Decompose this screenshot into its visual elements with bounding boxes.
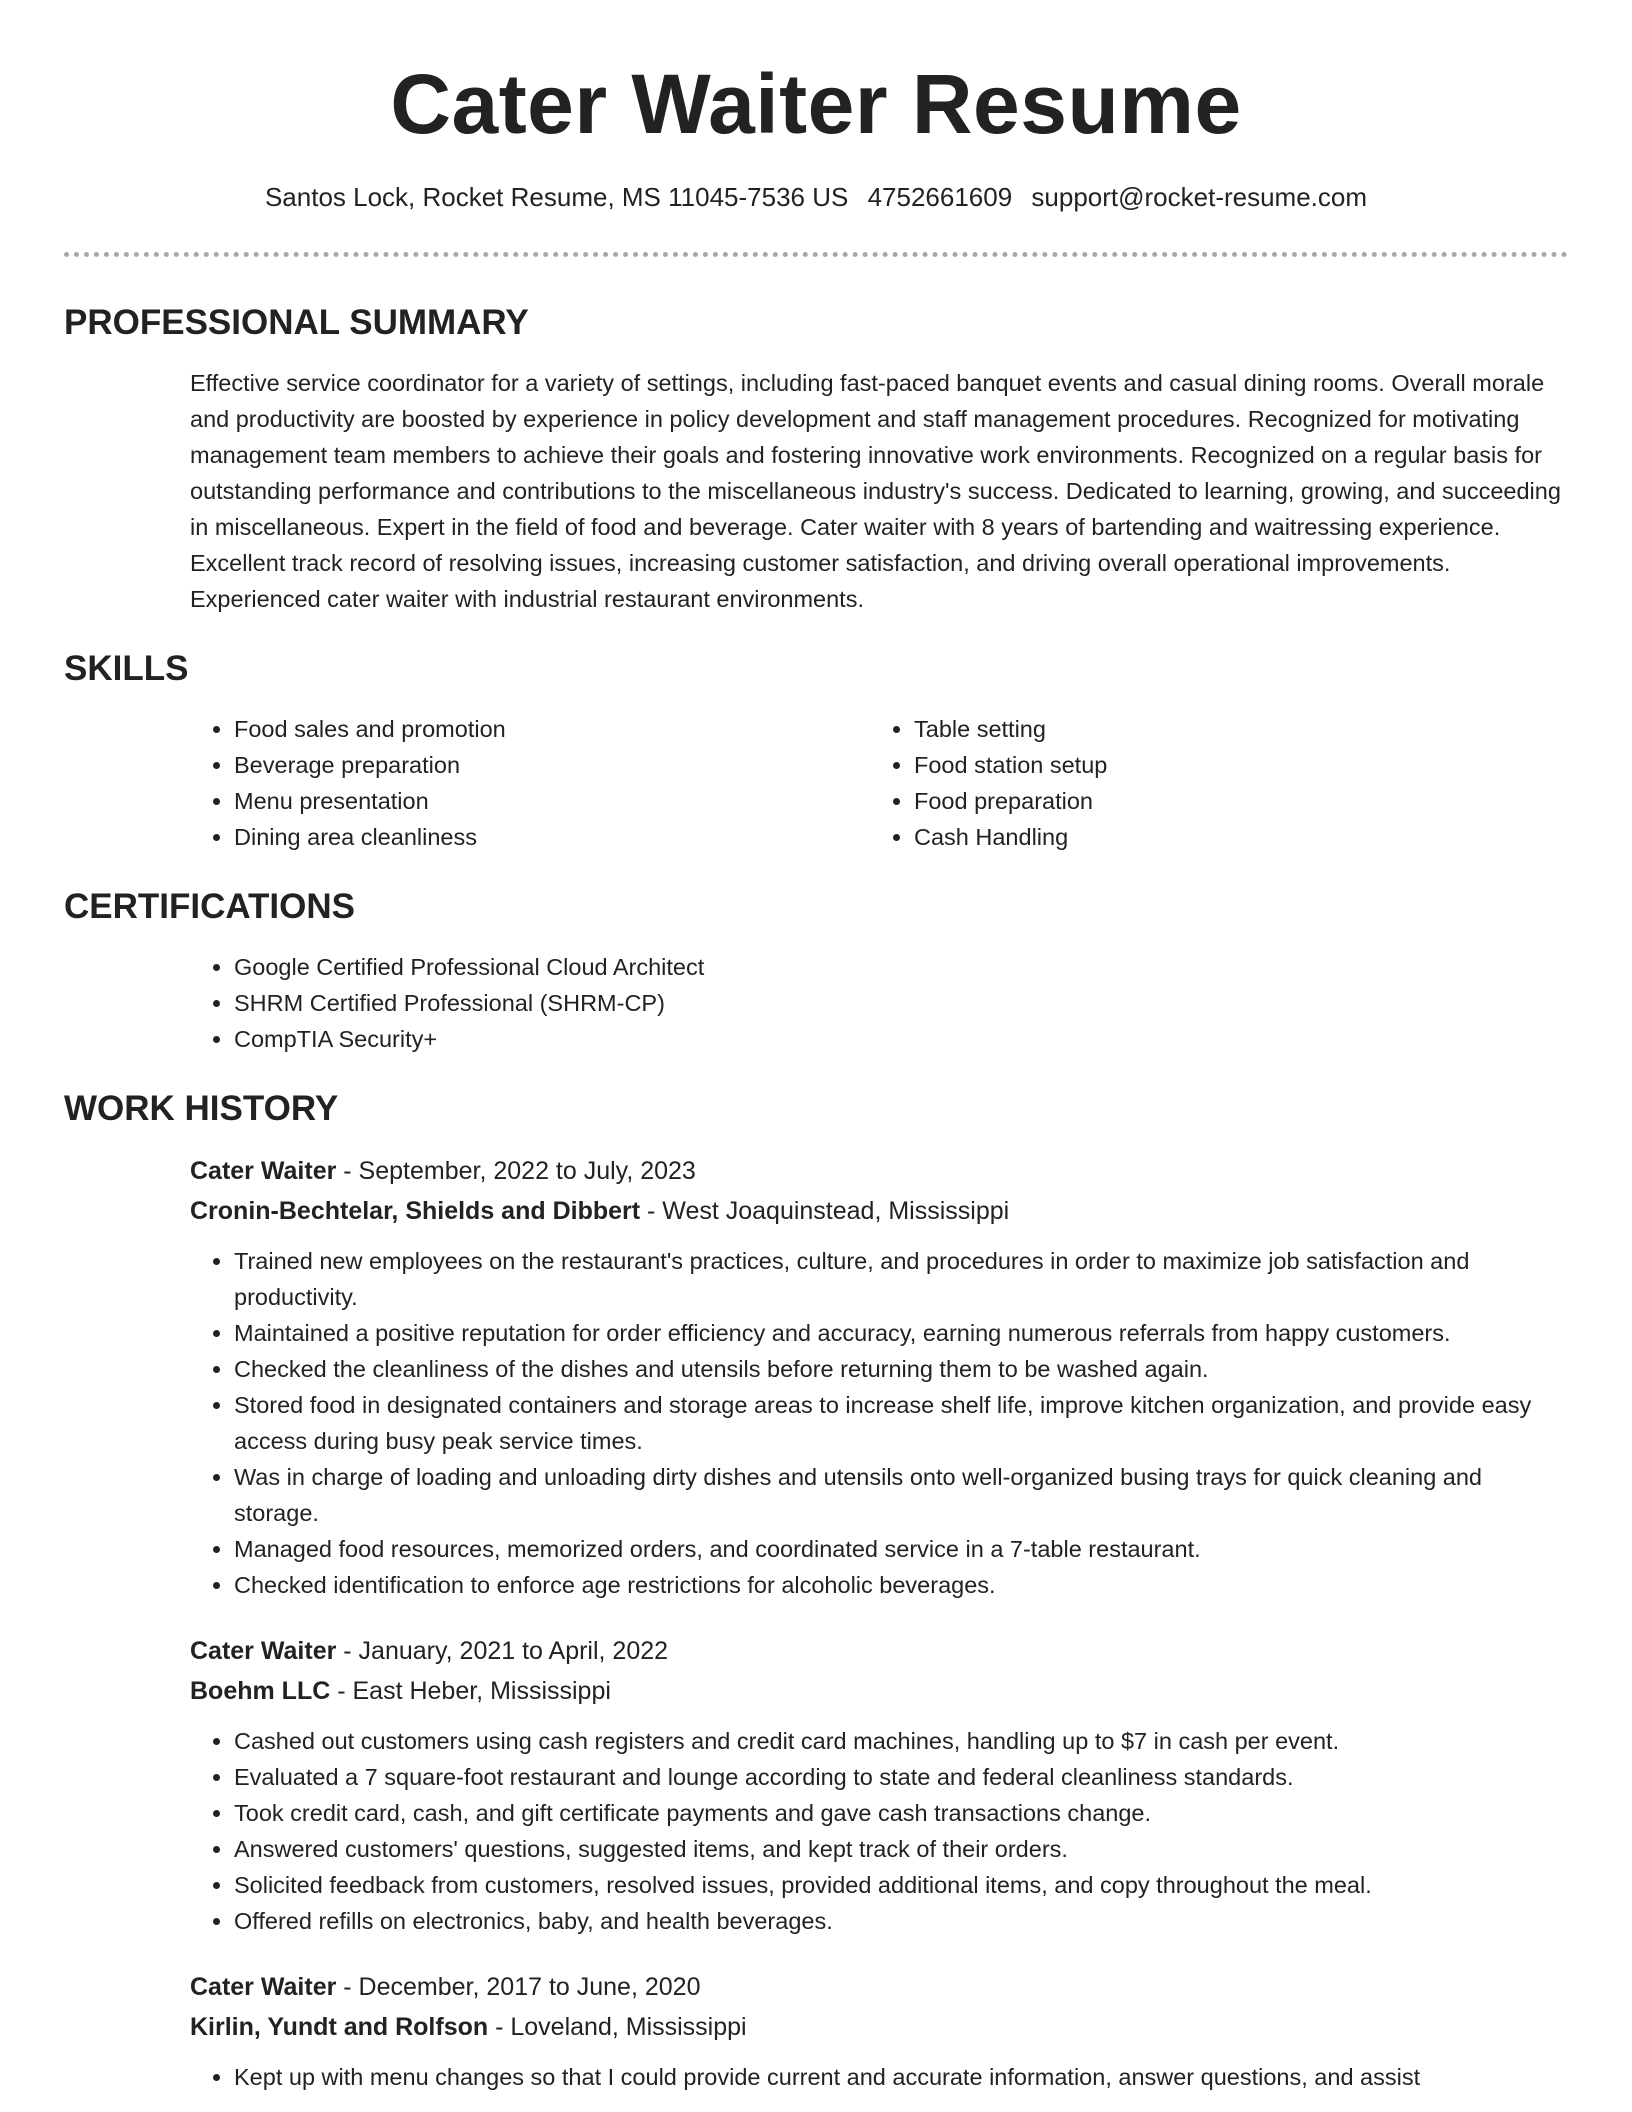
job-title: Cater Waiter <box>190 1637 337 1665</box>
list-item: • Food preparation <box>914 783 1550 819</box>
contact-email: support@rocket-resume.com <box>1031 182 1368 212</box>
list-item: • Food station setup <box>914 747 1550 783</box>
list-item: • Solicited feedback from customers, resolved issues, provided additional items, and copy throughout the meal. <box>234 1867 1568 1903</box>
skills-list-left <box>190 711 870 855</box>
job-location: - Loveland, Mississippi <box>488 2013 747 2041</box>
summary-section <box>64 301 1568 617</box>
job-dates: - January, 2021 to April, 2022 <box>336 1637 669 1665</box>
list-item: • Dining area cleanliness <box>234 819 870 855</box>
header-divider <box>64 252 1568 257</box>
skills-column-right <box>870 711 1550 855</box>
list-item: • Was in charge of loading and unloading dirty dishes and utensils onto well-organized busing trays for quick cleaning and storage. <box>234 1459 1568 1531</box>
job-entry <box>190 1631 1568 1939</box>
job-company-line <box>190 1191 1568 1231</box>
certifications-list <box>190 949 1568 1057</box>
job-company-line <box>190 2007 1568 2047</box>
job-bullets <box>190 2059 1568 2095</box>
job-title-line <box>190 1967 1568 2007</box>
list-item: • SHRM Certified Professional (SHRM-CP) <box>234 985 1568 1021</box>
contact-line <box>64 180 1568 214</box>
resume-title: Cater Waiter Resume <box>390 57 1242 151</box>
list-item: • Took credit card, cash, and gift certificate payments and gave cash transactions change. <box>234 1795 1568 1831</box>
contact-phone: 4752661609 <box>867 182 1013 212</box>
list-item: • Kept up with menu changes so that I could provide current and accurate information, answer questions, and assist <box>234 2059 1568 2095</box>
list-item: • Offered refills on electronics, baby, and health beverages. <box>234 1903 1568 1939</box>
job-title: Cater Waiter <box>190 1157 337 1185</box>
list-item: • Table setting <box>914 711 1550 747</box>
job-entry <box>190 1967 1568 2095</box>
job-location: - West Joaquinstead, Mississippi <box>640 1197 1010 1225</box>
job-title-line <box>190 1151 1568 1191</box>
job-title-line <box>190 1631 1568 1671</box>
list-item: • Trained new employees on the restaurant's practices, culture, and procedures in order to maximize job satisfaction and productivity. <box>234 1243 1568 1315</box>
list-item: • Cashed out customers using cash registers and credit card machines, handling up to $7 in cash per event. <box>234 1723 1568 1759</box>
list-item: • Beverage preparation <box>234 747 870 783</box>
job-company: Boehm LLC <box>190 1677 331 1705</box>
skills-section <box>64 647 1568 855</box>
list-item: • Google Certified Professional Cloud Architect <box>234 949 1568 985</box>
list-item: • Checked the cleanliness of the dishes and utensils before returning them to be washed again. <box>234 1351 1568 1387</box>
skills-list-right <box>870 711 1550 855</box>
summary-text: Effective service coordinator for a variety of settings, including fast-paced banquet events and casual dining rooms. Overall morale and productivity are boosted by experience in policy development and staff management procedures. Recognized for motivating management team members to achieve their goals and fostering innovative work environments. Recognized on a regular basis for outstanding performance and contributions to the miscellaneous industry's success. Dedicated to learning, growing, and succeeding in miscellaneous. Expert in the field of food and beverage. Cater waiter with 8 years of bartending and waitressing experience. Excellent track record of resolving issues, increasing customer satisfaction, and driving overall operational improvements. Experienced cater waiter with industrial restaurant environments. <box>190 370 1561 612</box>
skills-column-left <box>190 711 870 855</box>
work-history-section <box>64 1087 1568 2095</box>
list-item: • Stored food in designated containers and storage areas to increase shelf life, improve kitchen organization, and provide easy access during busy peak service times. <box>234 1387 1568 1459</box>
job-dates: - September, 2022 to July, 2023 <box>336 1157 696 1185</box>
job-location: - East Heber, Mississippi <box>330 1677 611 1705</box>
list-item: • Cash Handling <box>914 819 1550 855</box>
job-bullets <box>190 1723 1568 1939</box>
summary-heading: PROFESSIONAL SUMMARY <box>64 303 529 342</box>
jobs-container <box>190 1151 1568 2095</box>
list-item: • CompTIA Security+ <box>234 1021 1568 1057</box>
skills-columns <box>190 711 1568 855</box>
list-item: • Maintained a positive reputation for order efficiency and accuracy, earning numerous referrals from happy customers. <box>234 1315 1568 1351</box>
list-item: • Menu presentation <box>234 783 870 819</box>
list-item: • Evaluated a 7 square-foot restaurant and lounge according to state and federal cleanliness standards. <box>234 1759 1568 1795</box>
job-company: Kirlin, Yundt and Rolfson <box>190 2013 489 2041</box>
list-item: • Food sales and promotion <box>234 711 870 747</box>
certifications-section <box>64 885 1568 1057</box>
job-company: Cronin-Bechtelar, Shields and Dibbert <box>190 1197 641 1225</box>
job-title: Cater Waiter <box>190 1973 337 2001</box>
job-entry <box>190 1151 1568 1603</box>
job-bullets <box>190 1243 1568 1603</box>
list-item: • Managed food resources, memorized orders, and coordinated service in a 7-table restaurant. <box>234 1531 1568 1567</box>
job-company-line <box>190 1671 1568 1711</box>
list-item: • Checked identification to enforce age restrictions for alcoholic beverages. <box>234 1567 1568 1603</box>
certifications-heading: CERTIFICATIONS <box>64 887 356 926</box>
contact-address: Santos Lock, Rocket Resume, MS 11045-7536 US <box>264 182 849 212</box>
job-dates: - December, 2017 to June, 2020 <box>336 1973 701 2001</box>
work-history-heading: WORK HISTORY <box>64 1089 339 1128</box>
skills-heading: SKILLS <box>64 649 189 688</box>
list-item: • Answered customers' questions, suggested items, and kept track of their orders. <box>234 1831 1568 1867</box>
